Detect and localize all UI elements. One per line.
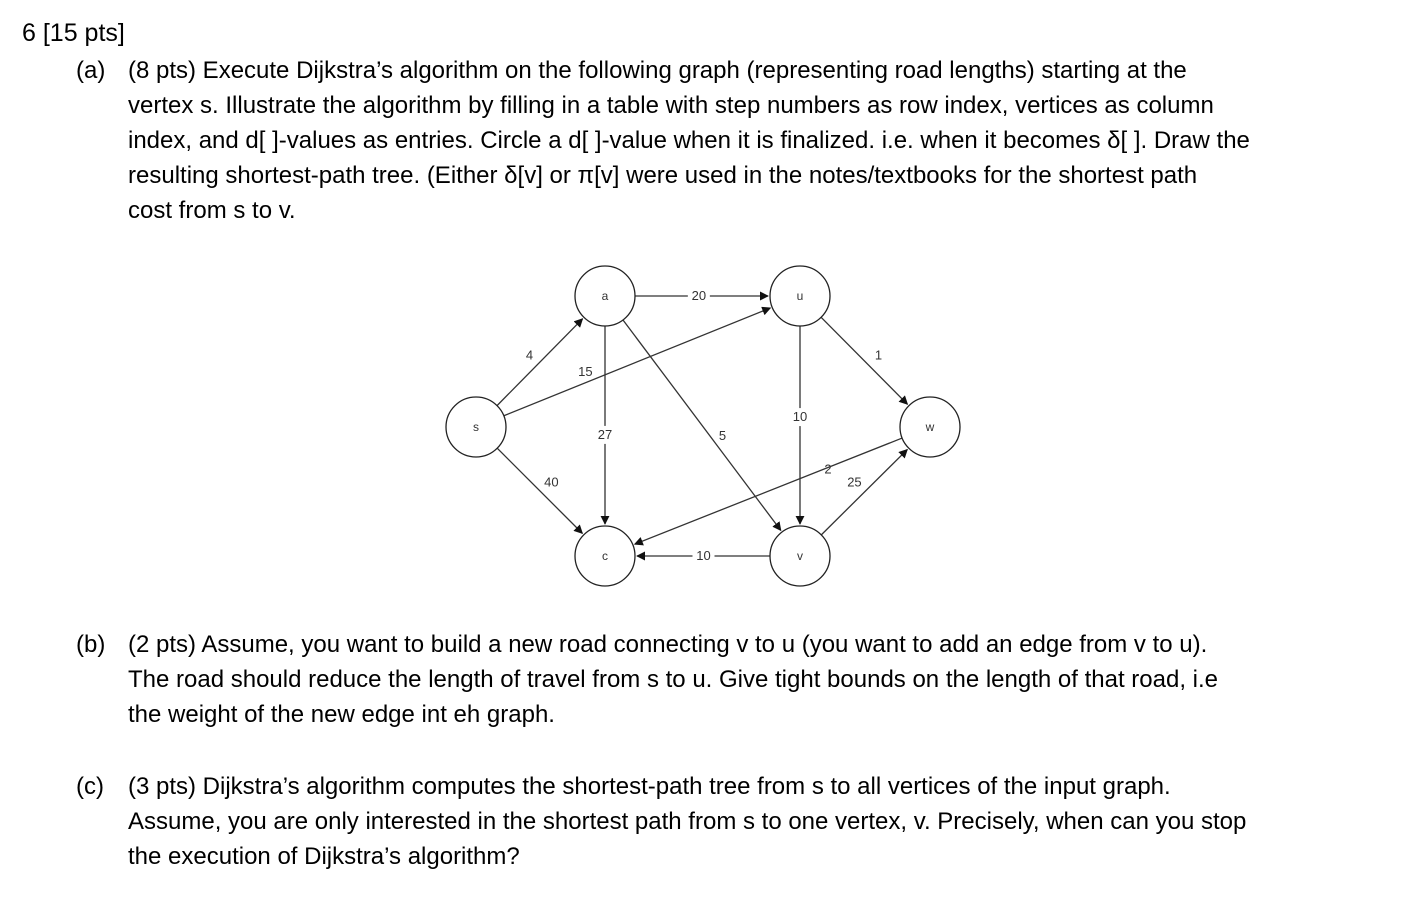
part-b-line: the weight of the new edge int eh graph.: [128, 701, 555, 728]
part-a-line: cost from s to v.: [128, 197, 296, 224]
node-label-a: a: [601, 289, 609, 303]
question-heading: 6 [15 pts]: [22, 19, 125, 47]
edge-weight-s-a: 4: [525, 347, 534, 363]
edge-w-c: [635, 438, 902, 544]
part-c-text: [128, 769, 1246, 874]
part-b-line: (2 pts) Assume, you want to build a new road connecting v to u (you want to add an edge from v to u).: [128, 631, 1208, 658]
edge-weight-s-u: 15: [578, 364, 593, 380]
edge-weight-v-w: 25: [847, 474, 862, 490]
part-b-text: [128, 627, 1218, 732]
node-label-c: c: [602, 549, 608, 563]
edge-weight-u-w: 1: [874, 347, 883, 363]
node-label-s: s: [473, 420, 479, 434]
node-label-v: v: [797, 549, 803, 563]
part-a-line: resulting shortest-path tree. (Either δ[v] or π[v] were used in the notes/textbooks for the shortest path: [128, 162, 1198, 189]
edge-weight-v-c: 10: [696, 548, 711, 563]
part-a-line: index, and d[ ]-values as entries. Circle a d[ ]-value when it is finalized. i.e. when it becomes δ[ ]. Draw the: [128, 127, 1250, 154]
edge-weight-a-c: 27: [597, 426, 613, 442]
edge-u-w: [821, 317, 907, 404]
edge-weight-a-v: 5: [718, 428, 727, 444]
edge-weight-u-v: 10: [792, 409, 808, 425]
part-c-line: (3 pts) Dijkstra’s algorithm computes the shortest-path tree from s to all vertices of the input graph.: [128, 773, 1171, 800]
edge-a-v: [623, 320, 781, 530]
edge-s-a: [497, 319, 582, 406]
edge-v-w: [821, 450, 907, 535]
part-b-line: The road should reduce the length of travel from s to u. Give tight bounds on the length of that road, i.e: [128, 666, 1219, 693]
node-label-u: u: [796, 289, 804, 303]
part-a-line: vertex s. Illustrate the algorithm by filling in a table with step numbers as row index, vertices as column: [128, 92, 1214, 119]
edge-weight-w-c: 2: [824, 461, 832, 477]
part-c-line: the execution of Dijkstra’s algorithm?: [128, 843, 520, 870]
part-a-label: (a): [76, 57, 106, 84]
part-b-label: (b): [76, 631, 106, 658]
edge-weight-s-c: 40: [544, 474, 559, 490]
edge-s-u: [504, 308, 771, 416]
part-c-line: Assume, you are only interested in the shortest path from s to one vertex, v. Precisely, when can you stop: [128, 808, 1247, 835]
edge-s-c: [497, 448, 582, 533]
part-a-line: (8 pts) Execute Dijkstra’s algorithm on the following graph (representing road lengths) starting at the: [128, 57, 1187, 84]
graph-edges: [497, 287, 907, 565]
node-label-w: w: [925, 420, 935, 434]
part-c-label: (c): [76, 773, 104, 800]
edge-weight-a-u: 20: [691, 288, 707, 303]
